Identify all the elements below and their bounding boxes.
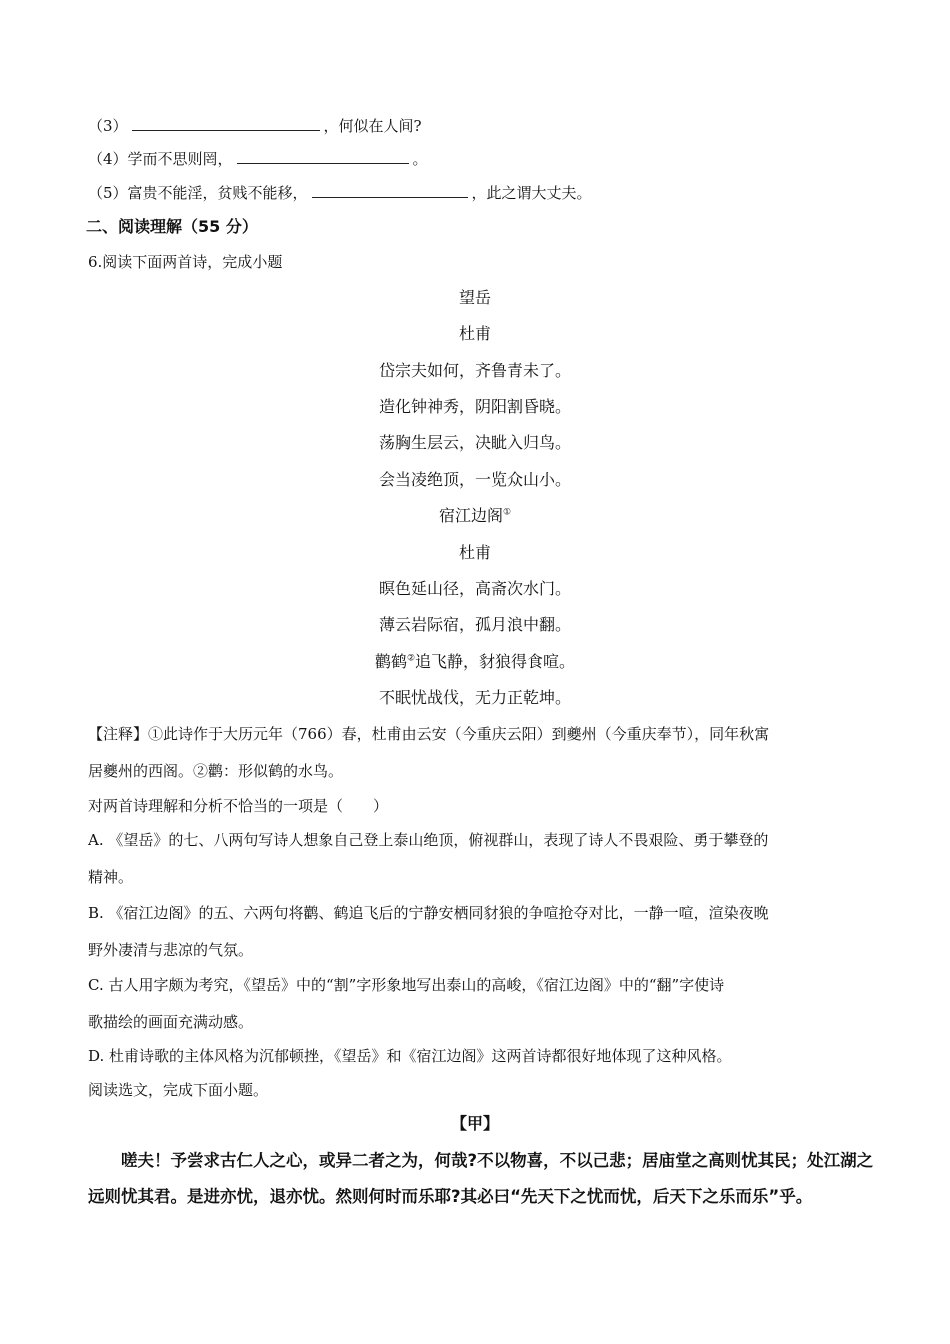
passage-jia-text: 嗟夫！予尝求古仁人之心，或异二者之为，何哉?不以物喜，不以己悲；居庙堂之高则忧其民；处江湖之远则忧其君。是进亦忧，退亦忧。然则何时而乐耶?其必曰“先天下之忧而忧，后天下之乐而乐”乎。 [88,1151,874,1206]
poem-2-title-text: 宿江边阁 [438,506,503,525]
poem-2-line-3-prefix: 鹳鹤 [374,652,407,671]
poem-2-line-2: 薄云岩际宿，孤月浪中翻。 [378,615,571,634]
option-b-line-2: 野外凄清与悲凉的气氛。 [88,941,254,959]
reading-intro: 阅读选文，完成下面小题。 [88,1081,269,1099]
item-5-text-before: （5）富贵不能淫，贫贱不能移， [88,184,308,202]
poem-2-line-3 [0,651,950,673]
poem-1-author: 杜甫 [458,324,491,343]
poem-1-line-4: 会当凌绝顶，一览众山小。 [378,470,571,489]
poem-1-line-3: 荡胸生层云，决眦入归鸟。 [378,433,571,452]
answer-blank-5[interactable] [312,183,468,198]
poem-2-line-1: 暝色延山径，高斋次水门。 [378,579,571,598]
annotation-line-2: 居夔州的西阁。②鹳：形似鹤的水鸟。 [88,762,344,780]
question-6-prompt: 6.阅读下面两首诗，完成小题 [88,253,283,271]
poem-1-line-1: 岱宗夫如何，齐鲁青未了。 [378,361,571,380]
footnote-marker-2: ② [406,653,416,664]
poem-2-line-3-rest: 追飞静，豺狼得食喧。 [415,652,576,671]
poem-2-title [0,505,950,527]
item-5-text-after: ，此之谓大丈夫。 [471,184,592,202]
answer-blank-4[interactable] [237,149,409,164]
poem-1-line-2: 造化钟神秀，阴阳割昏晓。 [378,397,571,416]
item-4-text-after: 。 [412,150,428,168]
item-3-text: ，何似在人间? [323,117,422,135]
option-c-line-2: 歌描绘的画面充满动感。 [88,1013,254,1031]
option-d-line-1[interactable]: D. 杜甫诗歌的主体风格为沉郁顿挫，《望岳》和《宿江边阁》这两首诗都很好地体现了这种风格。 [88,1047,732,1065]
question-stem: 对两首诗理解和分析不恰当的一项是（ ） [88,797,389,815]
footnote-marker-1: ① [502,507,512,518]
fill-blank-item-3 [88,116,890,136]
section-2-heading: 二、阅读理解（55 分） [86,217,258,236]
fill-blank-item-4 [88,149,890,169]
option-a-line-1[interactable]: A. 《望岳》的七、八两句写诗人想象自己登上泰山绝顶，俯视群山，表现了诗人不畏艰险、勇于攀登的 [88,831,769,849]
passage-jia-label: 【甲】 [450,1114,499,1133]
fill-blank-item-5 [88,183,890,203]
poem-2-author: 杜甫 [458,543,491,562]
option-a-line-2: 精神。 [88,868,134,886]
option-c-line-1[interactable]: C. 古人用字颇为考究，《望岳》中的“割”字形象地写出泰山的高峻，《宿江边阁》中的“翻”字使诗 [88,976,725,994]
poem-1-title: 望岳 [458,288,491,307]
item-3-number: （3） [88,117,128,135]
item-4-text-before: （4）学而不思则罔， [88,150,233,168]
answer-blank-3[interactable] [132,116,320,131]
option-b-line-1[interactable]: B. 《宿江边阁》的五、六两句将鹳、鹤追飞后的宁静安栖同豺狼的争喧抢夺对比，一静一喧，渲染夜晚 [88,904,769,922]
annotation-line-1: 【注释】①此诗作于大历元年（766）春，杜甫由云安（今重庆云阳）到夔州（今重庆奉节），同年秋寓 [88,725,770,743]
poem-2-line-4: 不眠忧战伐，无力正乾坤。 [378,688,571,707]
